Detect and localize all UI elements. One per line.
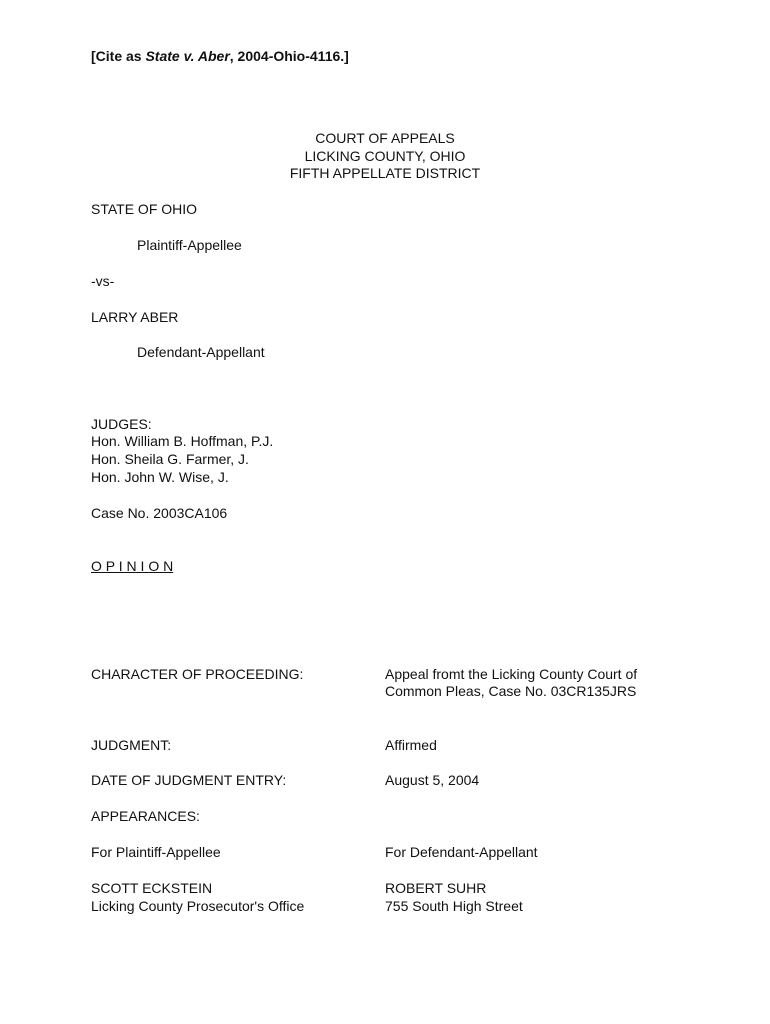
judge-item: Hon. William B. Hoffman, P.J.	[91, 433, 274, 449]
judge-item: Hon. Sheila G. Farmer, J.	[91, 451, 249, 467]
proceeding-label: CHARACTER OF PROCEEDING:	[91, 666, 304, 682]
citation-line	[91, 47, 349, 65]
citation-case-name: State v. Aber	[145, 48, 230, 64]
defendant-role: Defendant-Appellant	[137, 344, 265, 360]
judges-heading: JUDGES:	[91, 416, 152, 432]
proceeding-value-continued: Common Pleas, Case No. 03CR135JRS	[385, 683, 637, 699]
defendant-name: LARRY ABER	[91, 309, 179, 325]
court-name: COURT OF APPEALS	[315, 130, 455, 146]
plaintiff-name: STATE OF OHIO	[91, 201, 198, 217]
citation-prefix: [Cite as	[91, 48, 146, 64]
defendant-counsel-name: ROBERT SUHR	[385, 880, 487, 896]
entry-date-label: DATE OF JUDGMENT ENTRY:	[91, 772, 287, 788]
plaintiff-counsel-heading: For Plaintiff-Appellee	[91, 844, 221, 860]
defendant-counsel-address: 755 South High Street	[385, 898, 523, 914]
entry-date-value: August 5, 2004	[385, 772, 480, 788]
court-district: FIFTH APPELLATE DISTRICT	[289, 165, 481, 181]
proceeding-value: Appeal fromt the Licking County Court of	[385, 666, 638, 682]
appearances-heading: APPEARANCES:	[91, 808, 200, 824]
judge-item: Hon. John W. Wise, J.	[91, 469, 229, 485]
versus-marker: -vs-	[91, 273, 115, 289]
court-county: LICKING COUNTY, OHIO	[304, 148, 466, 164]
plaintiff-role: Plaintiff-Appellee	[137, 237, 242, 253]
plaintiff-counsel-office: Licking County Prosecutor's Office	[91, 898, 305, 914]
case-number: Case No. 2003CA106	[91, 505, 228, 521]
judgment-label: JUDGMENT:	[91, 737, 172, 753]
defendant-counsel-heading: For Defendant-Appellant	[385, 844, 538, 860]
plaintiff-counsel-name: SCOTT ECKSTEIN	[91, 880, 213, 896]
opinion-title: O P I N I O N	[91, 558, 174, 574]
citation-suffix: , 2004-Ohio-4116.]	[229, 48, 349, 64]
judgment-value: Affirmed	[385, 737, 437, 753]
